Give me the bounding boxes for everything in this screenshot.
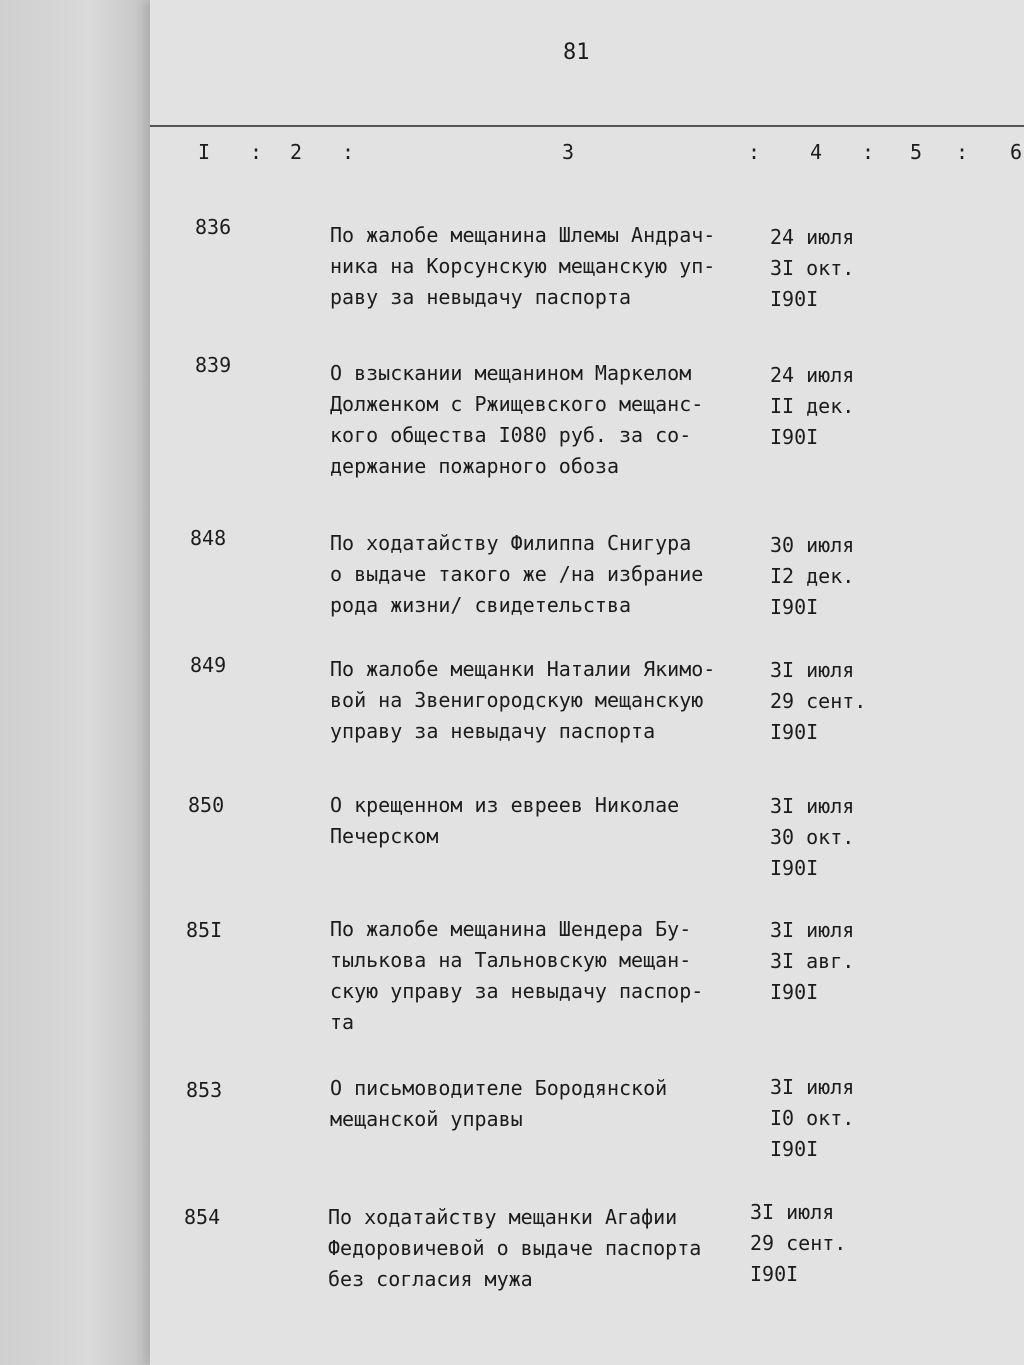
entry-dates: 3I июля I0 окт. I90I (770, 1075, 855, 1161)
entry-number: 849 (190, 653, 227, 677)
entry-number: 848 (190, 526, 227, 550)
entry-description: По ходатайству Филиппа Снигура о выдаче такого же /на избрание рода жизни/ свидетельства (330, 531, 704, 617)
entry-dates: 3I июля 30 окт. I90I (770, 794, 855, 880)
column-header-3: 3 (562, 140, 575, 164)
entry-number: 836 (195, 215, 232, 239)
entry-description: По жалобе мещанки Наталии Якимо- вой на Звенигородскую мещанскую управу за невыдачу паспорта (330, 657, 716, 743)
entry-number: 85I (186, 918, 223, 942)
entry-number: 839 (195, 353, 232, 377)
column-header-5: 5 (910, 140, 923, 164)
entry-description: О взыскании мещанином Маркелом Долженком с Ржищевского мещанс- кого общества I080 руб. за со- держание пожарного обоза (330, 361, 704, 478)
document-page: 81 I : 2 : 3 : 4 : 5 : 6 836 По жалобе мещанина Шлемы Андрач- ника на Корсунскую мещанскую уп- раву за невыдачу паспорта 24 июля 3I окт. I90I 839 О взыскании мещанином Маркелом Долженком с Ржищевского мещанс- кого общества I080 руб. за со- держание пожарного обоза 24 июля II дек. I90I 848 По ходатайству Филиппа Снигура о выдаче такого же /на избрание рода жизни/ свидетельства 30 июля I2 дек. I90I 849 По жалобе мещанки Наталии Якимо- вой на Звенигородскую мещанскую управу за невыдачу паспорта 3I июля 29 сент. I90I 850 О крещенном из евреев Николае Печерском 3I июля 30 окт. I90I 85I По жалобе мещанина Шендера Бу- тылькова на Тальновскую мещан- скую управу за невыдачу паспор- та 3I июля 3I авг. I90I 853 О письмоводителе Бородянской мещанской управы 3I июля I0 окт. I90I 854 По ходатайству мещанки Агафии Федоровичевой о выдаче паспорта без согласия мужа 3I июля 29 сент. I90I (150, 0, 1024, 1365)
entry-number: 850 (188, 793, 225, 817)
page-number: 81 (563, 40, 590, 65)
entry-description: По ходатайству мещанки Агафии Федоровичевой о выдаче паспорта без согласия мужа (328, 1205, 702, 1291)
entry-dates: 3I июля 29 сент. I90I (770, 658, 867, 744)
column-header-2: 2 (290, 140, 303, 164)
entry-dates: 24 июля 3I окт. I90I (770, 225, 855, 311)
column-header-1: I (198, 140, 211, 164)
entry-dates: 30 июля I2 дек. I90I (770, 533, 855, 619)
entry-description: По жалобе мещанина Шлемы Андрач- ника на Корсунскую мещанскую уп- раву за невыдачу паспорта (330, 223, 716, 309)
entry-dates: 3I июля 3I авг. I90I (770, 918, 855, 1004)
column-header-4: 4 (810, 140, 823, 164)
entry-dates: 24 июля II дек. I90I (770, 363, 855, 449)
previous-page-edge (0, 0, 150, 1365)
entry-number: 854 (184, 1205, 221, 1229)
entry-description: По жалобе мещанина Шендера Бу- тылькова на Тальновскую мещан- скую управу за невыдачу паспор- та (330, 917, 704, 1034)
entry-number: 853 (186, 1078, 223, 1102)
entry-description: О крещенном из евреев Николае Печерском (330, 793, 680, 848)
entry-dates: 3I июля 29 сент. I90I (750, 1200, 847, 1286)
header-rule (150, 125, 1024, 127)
column-header-6: 6 (1010, 140, 1023, 164)
entry-description: О письмоводителе Бородянской мещанской управы (330, 1076, 668, 1131)
